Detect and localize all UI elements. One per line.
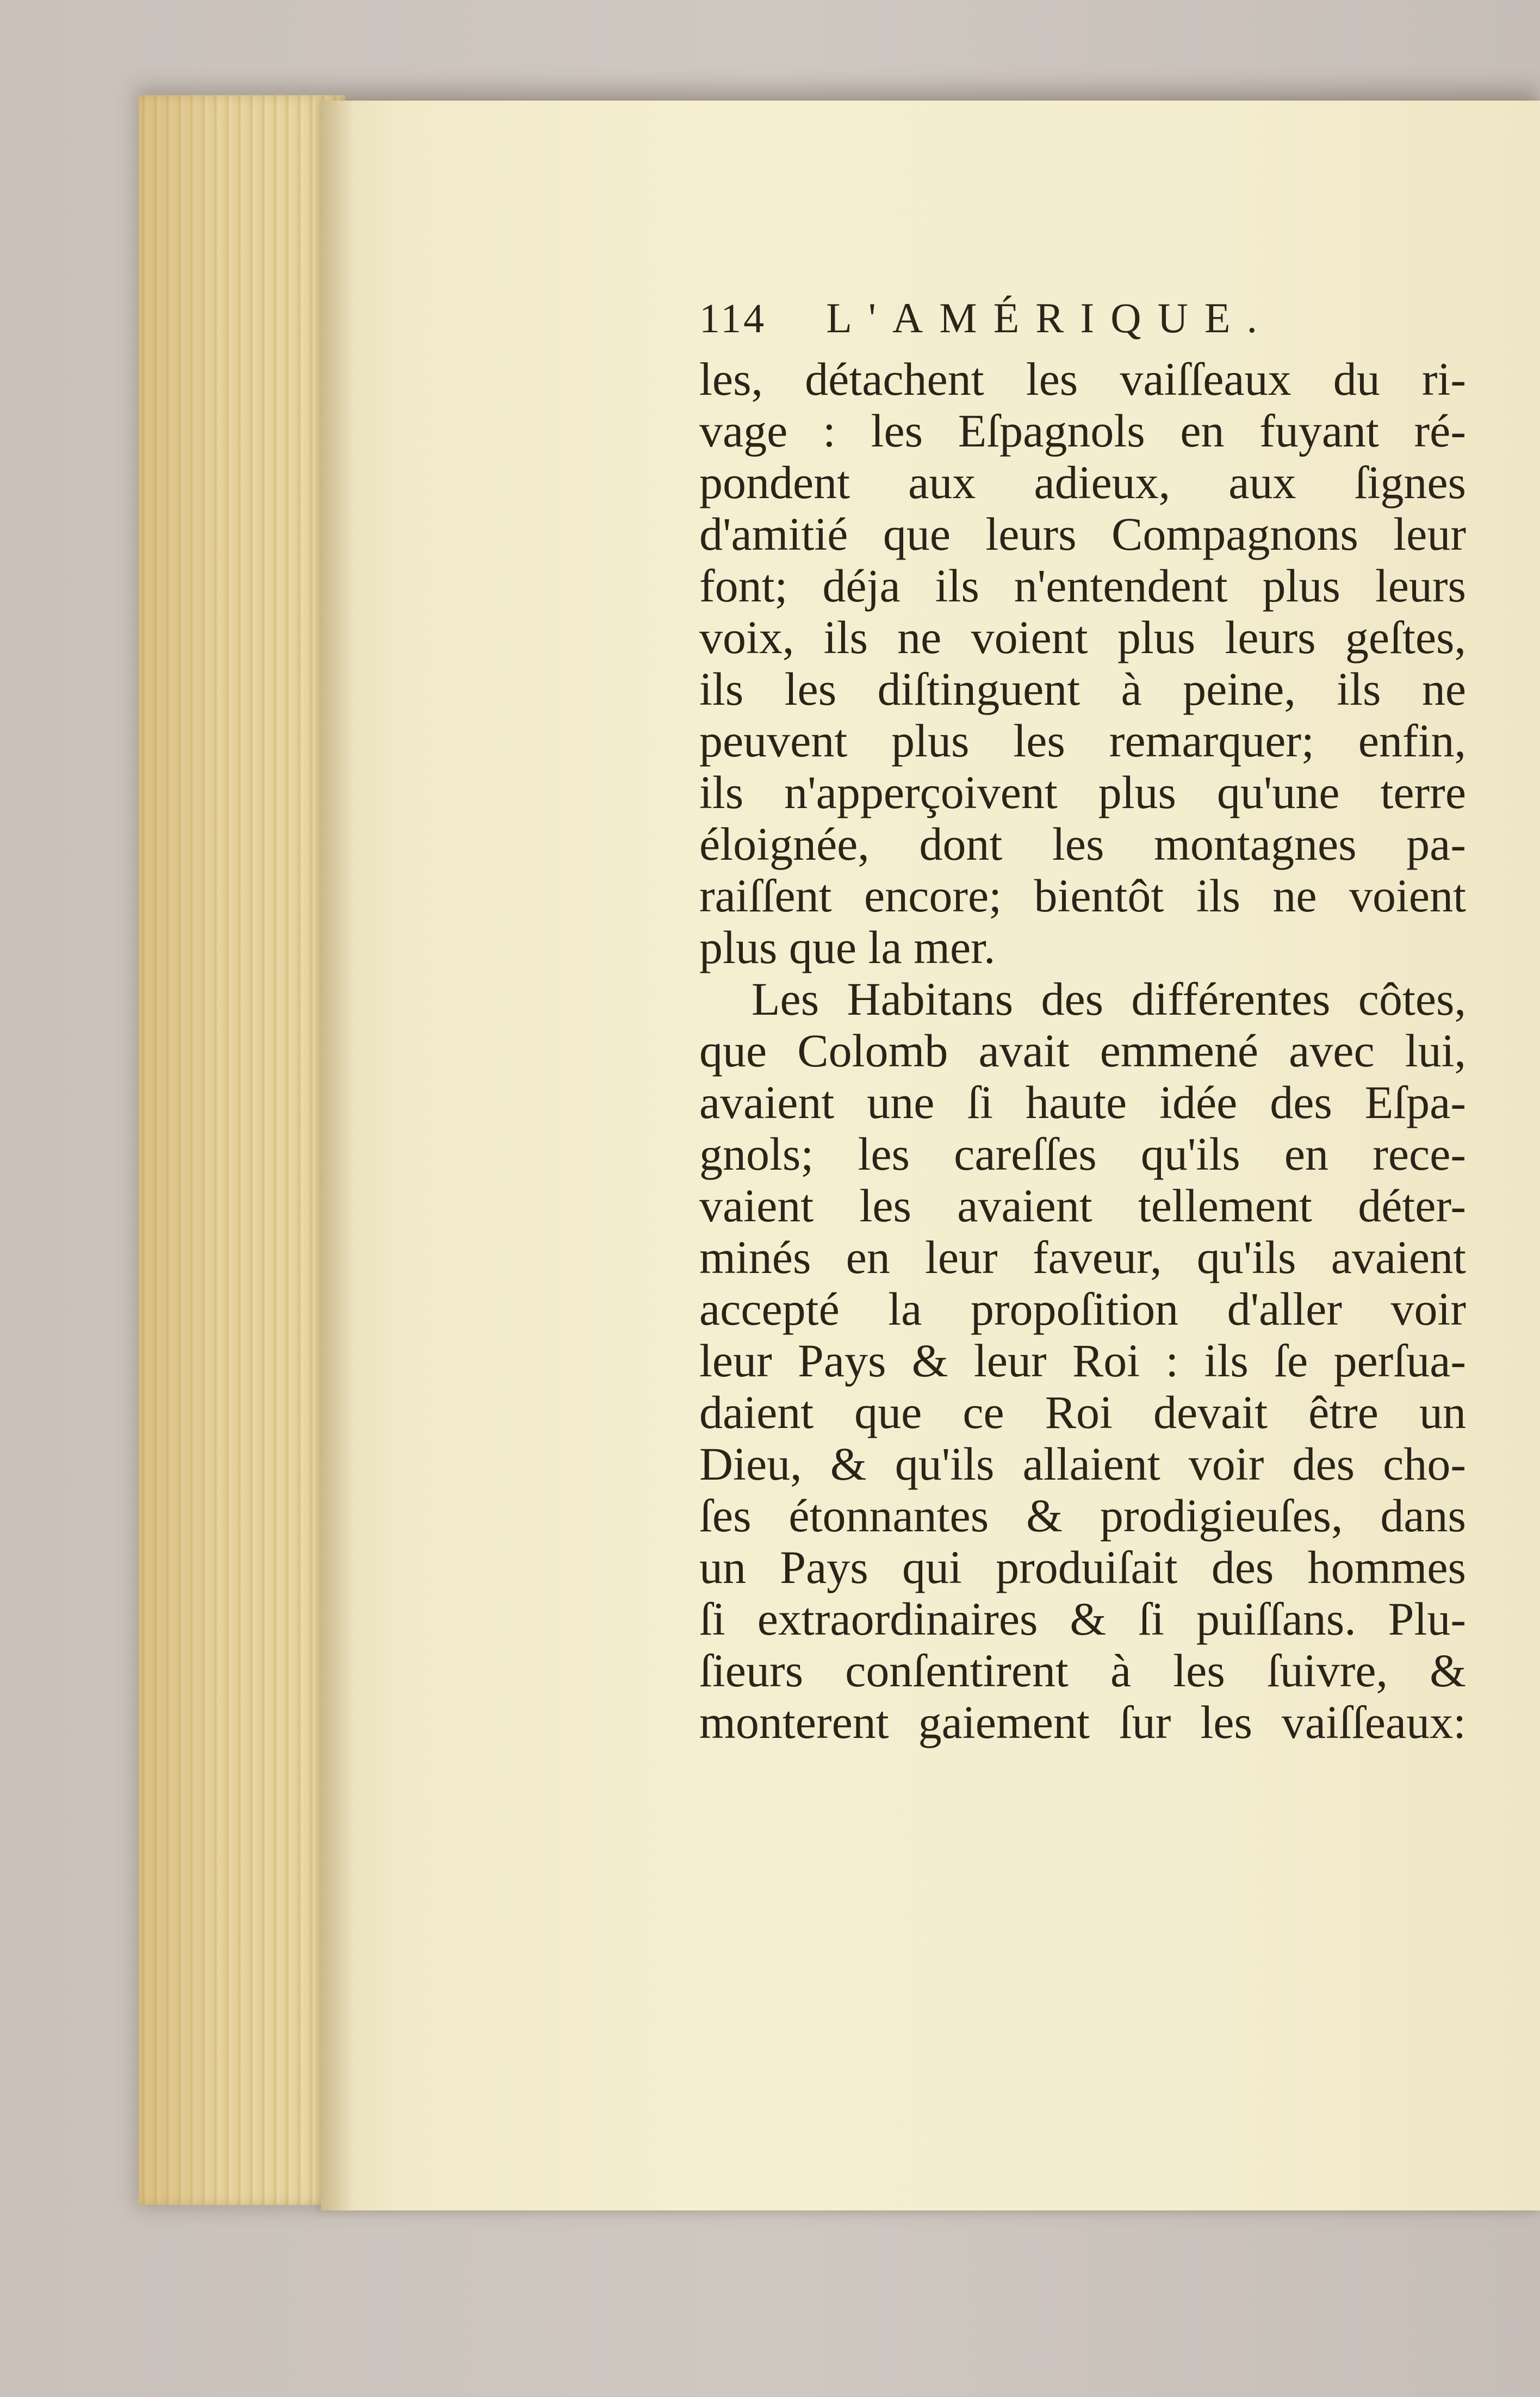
text-line: les, détachent les vaiſſeaux du ri- [699,353,1466,405]
text-line: ils les diſtinguent à peine, ils ne [699,663,1466,715]
text-line: accepté la propoſition d'aller voir [699,1283,1466,1335]
text-line: ſieurs conſentirent à les ſuivre, & [699,1644,1466,1697]
paragraph-1 [699,353,1466,973]
text-line: ſes étonnantes & prodigieuſes, dans [699,1489,1466,1542]
text-line: un Pays qui produiſait des hommes [699,1541,1466,1593]
page-text [699,294,1466,1748]
running-head [699,294,1466,353]
text-line: raiſſent encore; bientôt ils ne voient [699,870,1466,922]
text-line: plus que la mer. [699,921,996,973]
text-line: ſi extraordinaires & ſi puiſſans. Plu- [699,1593,1466,1645]
text-line: éloignée, dont les montagnes pa- [699,818,1466,870]
text-line: monterent gaiement ſur les vaiſſeaux: [699,1696,1466,1748]
text-line: Dieu, & qu'ils allaient voir des cho- [699,1438,1466,1490]
page-gutter [321,101,353,2210]
running-title: L'AMÉRIQUE. [826,294,1274,341]
text-line: pondent aux adieux, aux ſignes [699,456,1466,508]
text-line: peuvent plus les remarquer; enfin, [699,715,1466,767]
page-edge-stain [139,95,345,2205]
text-line: leur Pays & leur Roi : ils ſe perſua- [699,1334,1466,1387]
text-line: d'amitié que leurs Compagnons leur [699,508,1466,560]
text-line: font; déja ils n'entendent plus leurs [699,560,1466,612]
paragraph-2 [699,973,1466,1748]
text-line: vaient les avaient tellement déter- [699,1179,1466,1232]
text-line: daient que ce Roi devait être un [699,1386,1466,1438]
page-number: 114 [699,296,767,341]
text-line: Les Habitans des différentes côtes, [752,973,1466,1025]
text-line: ils n'apperçoivent plus qu'une terre [699,766,1466,818]
text-line: que Colomb avait emmené avec lui, [699,1024,1466,1077]
text-line: vage : les Eſpagnols en fuyant ré- [699,405,1466,457]
text-line: gnols; les careſſes qu'ils en rece- [699,1128,1466,1180]
text-line: voix, ils ne voient plus leurs geſtes, [699,611,1466,663]
text-line: avaient une ſi haute idée des Eſpa- [699,1076,1466,1128]
text-line: minés en leur faveur, qu'ils avaient [699,1231,1466,1283]
